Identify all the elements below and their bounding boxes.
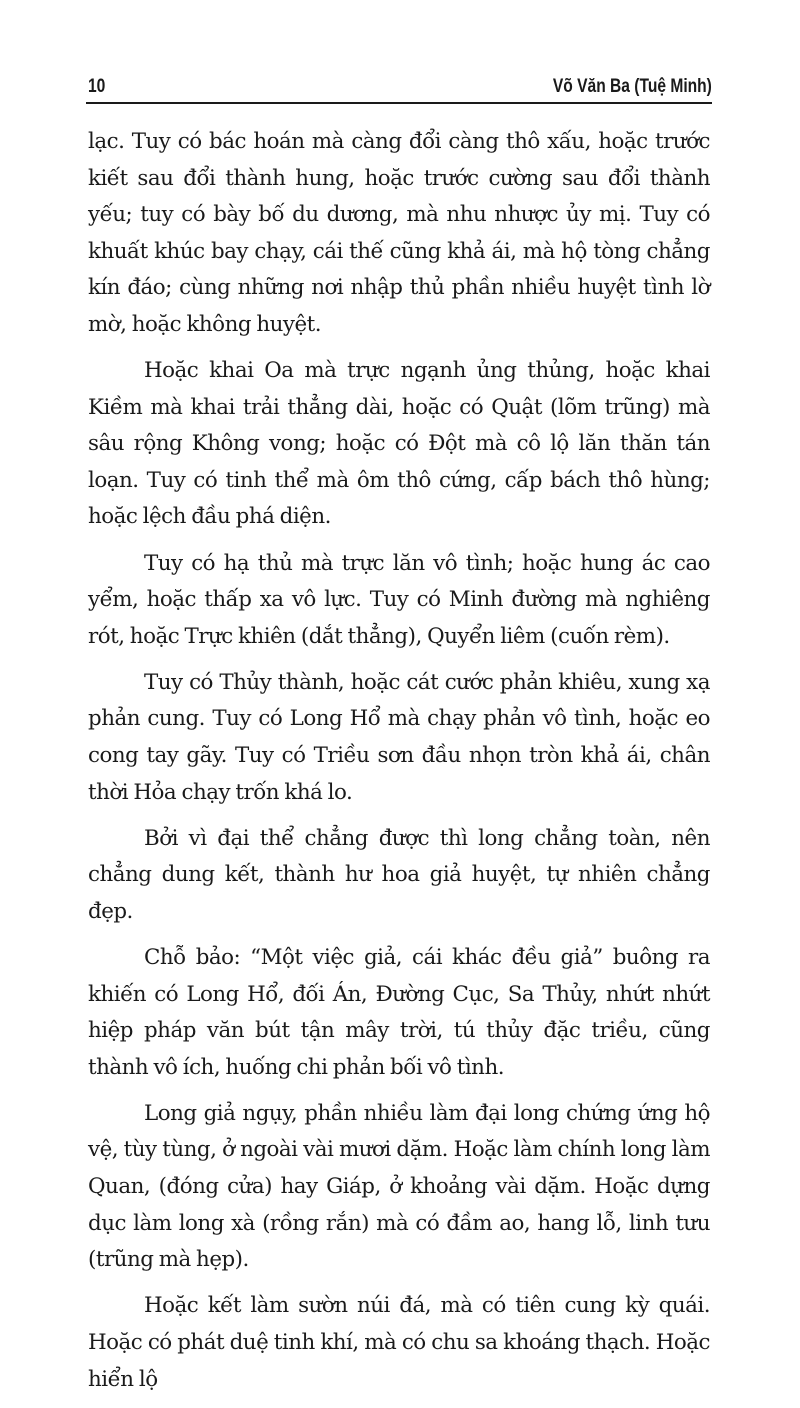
paragraph-5: Bởi vì đại thể chẳng được thì long chẳng toàn, nên chẳng dung kết, thành hư hoa giả huyệt, tự nhiên chẳng đẹp.	[88, 825, 710, 924]
body-text	[88, 124, 710, 1408]
paragraph-7: Long giả ngụy, phần nhiều làm đại long chứng ứng hộ vệ, tùy tùng, ở ngoài vài mươi dặm. Hoặc làm chính long làm Quan, (đóng cửa) hay Giáp, ở khoảng vài dặm. Hoặc dựng dục làm long xà (rồng rắn) mà có đầm ao, hang lỗ, linh tưu (trũng mà hẹp).	[88, 1100, 710, 1273]
paragraph-3: Tuy có hạ thủ mà trực lăn vô tình; hoặc hung ác cao yểm, hoặc thấp xa vô lực. Tuy có Minh đường mà nghiêng rót, hoặc Trực khiên (dắt thẳng), Quyển liêm (cuốn rèm).	[88, 550, 710, 649]
paragraph-2: Hoặc khai Oa mà trực ngạnh ủng thủng, hoặc khai Kiềm mà khai trải thẳng dài, hoặc có Quật (lõm trũng) mà sâu rộng Không vong; hoặc có Đột mà cô lộ lăn thăn tán loạn. Tuy có tinh thể mà ôm thô cứng, cấp bách thô hùng; hoặc lệch đầu phá diện.	[88, 358, 710, 530]
paragraph-1: lạc. Tuy có bác hoán mà càng đổi càng thô xấu, hoặc trước kiết sau đổi thành hung, hoặc trước cường sau đổi thành yếu; tuy có bày bố du dương, mà nhu nhược ủy mị. Tuy có khuất khúc bay chạy, cái thế cũng khả ái, mà hộ tòng chẳng kín đáo; cùng những nơi nhập thủ phần nhiều huyệt tình lờ mờ, hoặc không huyệt.	[88, 129, 710, 337]
paragraph-8: Hoặc kết làm sườn núi đá, mà có tiên cung kỳ quái. Hoặc có phát duệ tinh khí, mà có chu sa khoáng thạch. Hoặc hiển lộ	[88, 1293, 710, 1392]
paragraph-6: Chỗ bảo: “Một việc giả, cái khác đều giả” buông ra khiến có Long Hổ, đối Án, Đường Cục, Sa Thủy, nhứt nhứt hiệp pháp văn bút tận mây trời, tú thủy đặc triều, cũng thành vô ích, huống chi phản bối vô tình.	[88, 944, 710, 1080]
paragraph-4: Tuy có Thủy thành, hoặc cát cước phản khiêu, xung xạ phản cung. Tuy có Long Hổ mà chạy phản vô tình, hoặc eo cong tay gãy. Tuy có Triều sơn đầu nhọn tròn khả ái, chân thời Hỏa chạy trốn khá lo.	[88, 669, 710, 805]
page-number: 10	[88, 76, 106, 97]
running-title: Võ Văn Ba (Tuệ Minh)	[553, 76, 712, 97]
page-header	[86, 72, 712, 104]
